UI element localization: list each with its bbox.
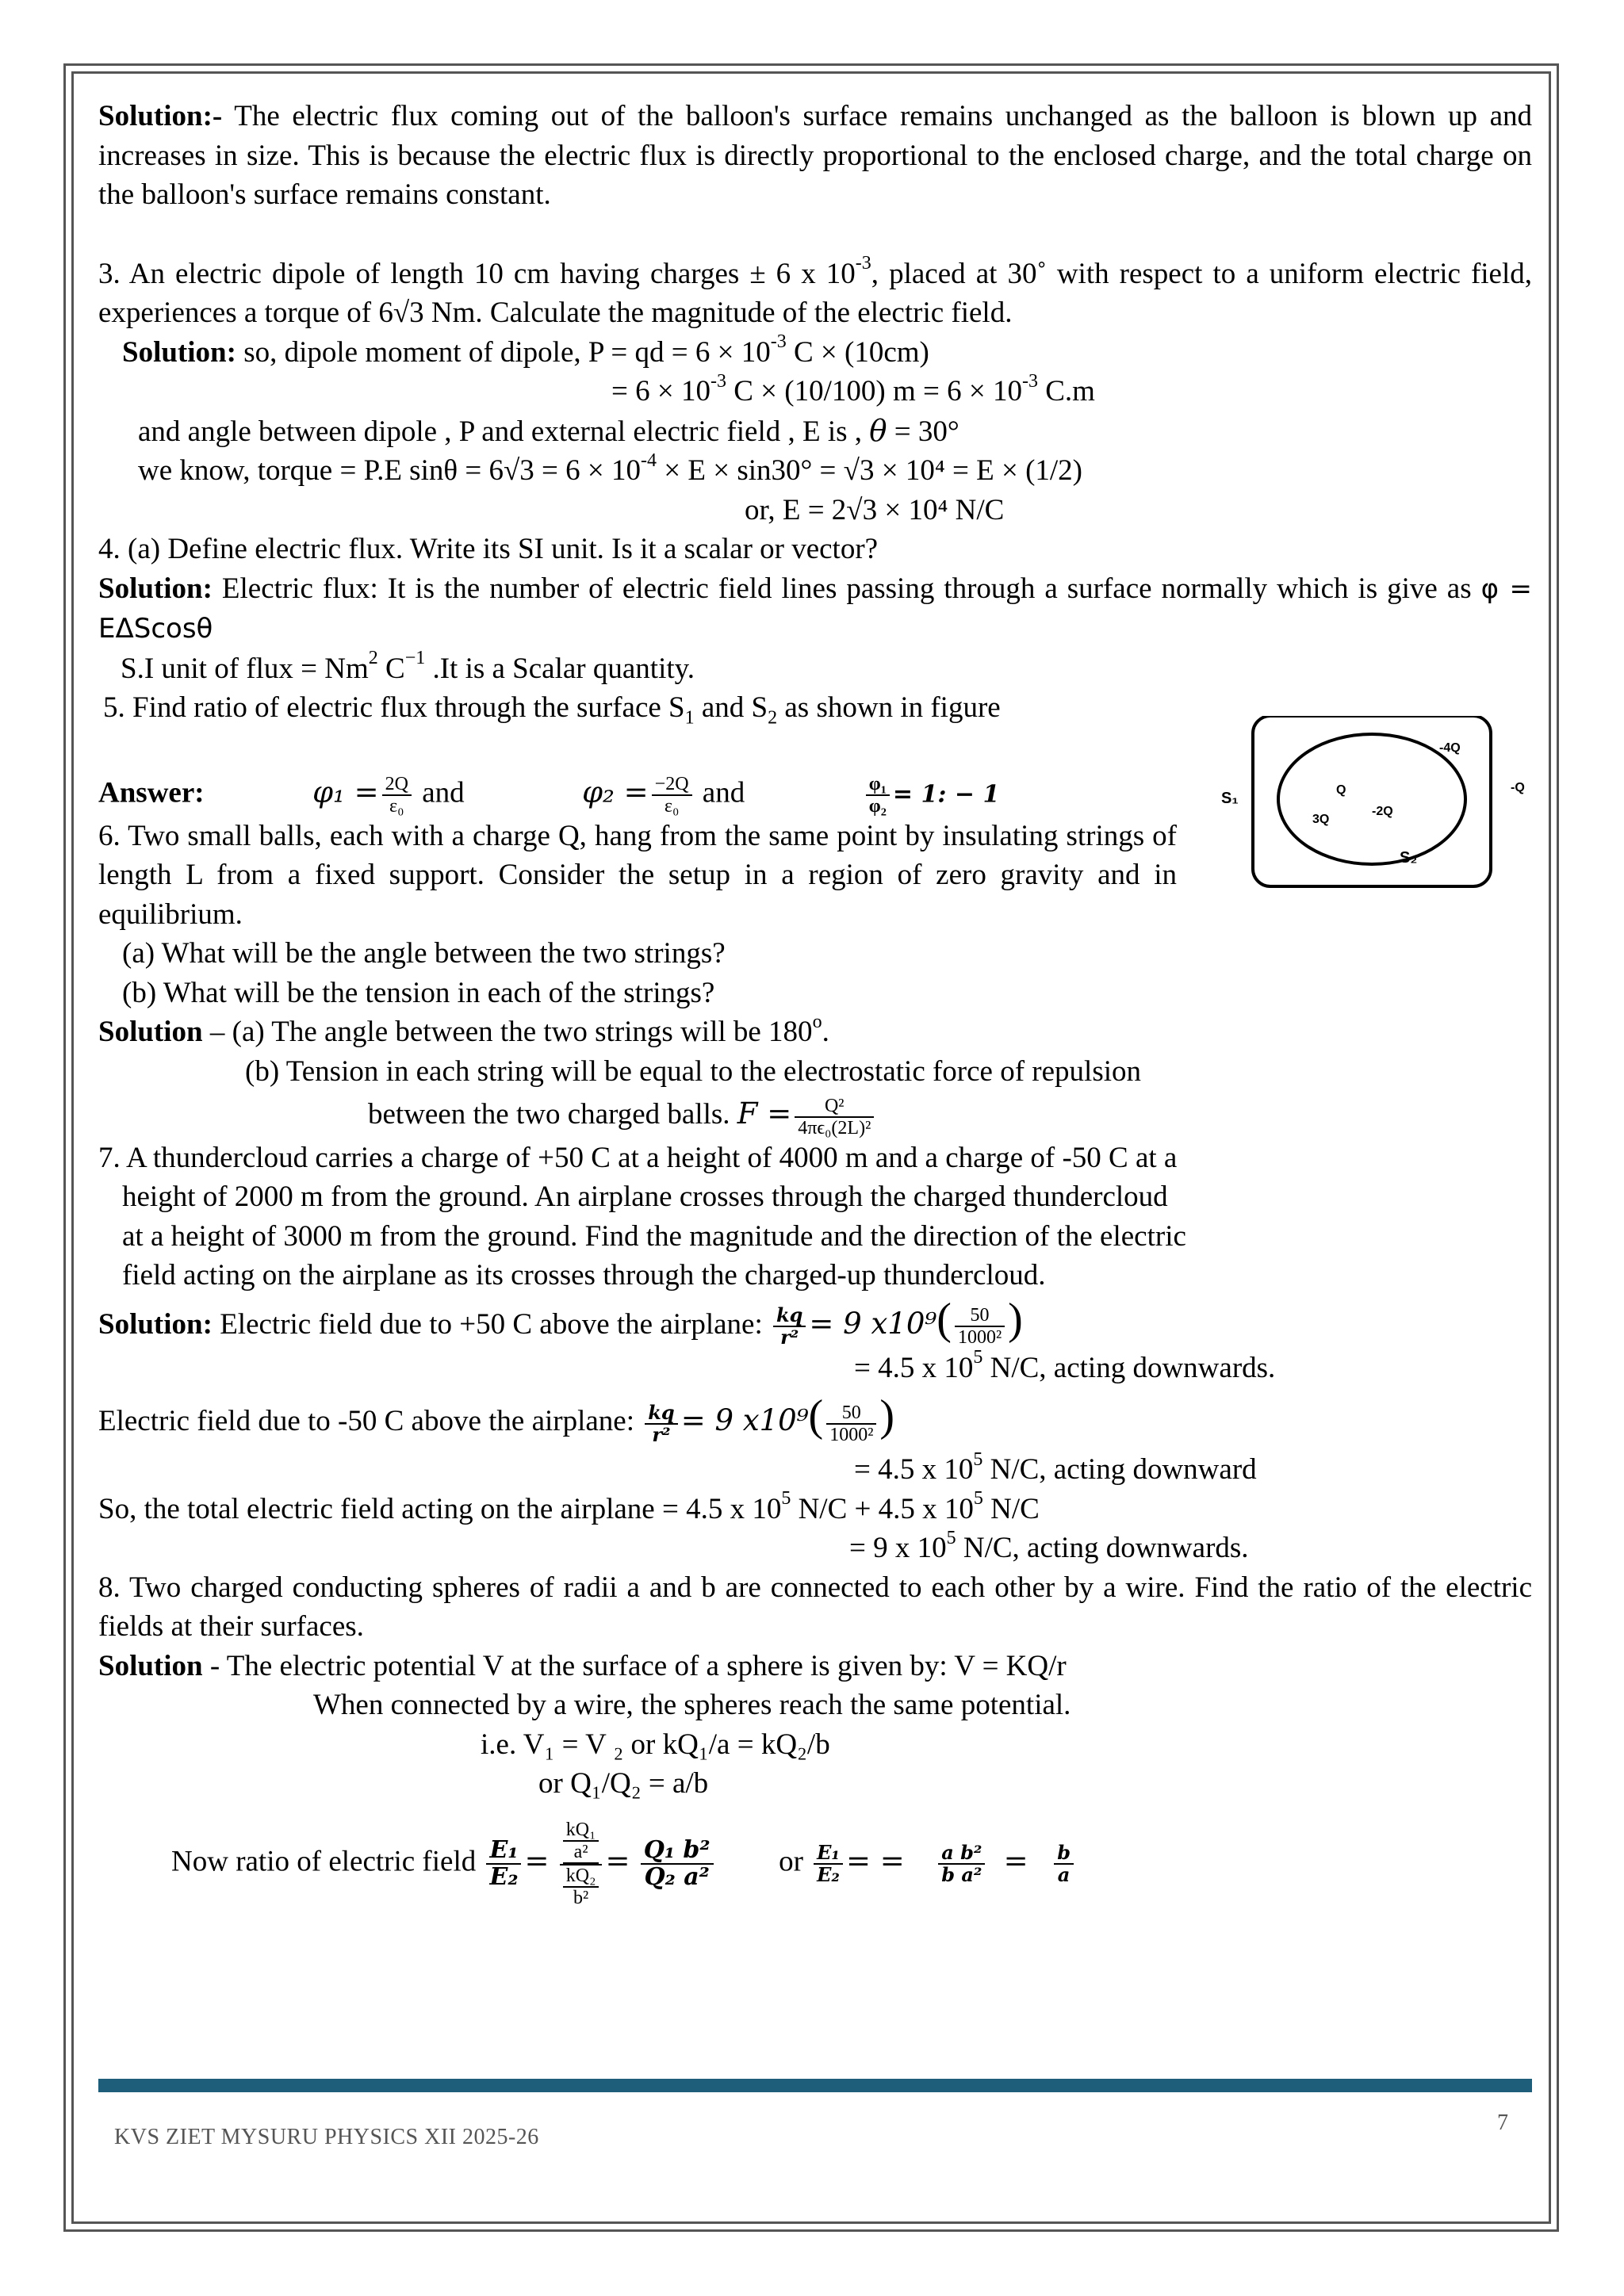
q3-solution-line5: or, E = 2√3 × 10⁴ N/C [745, 493, 1005, 526]
charge-3q: 3Q [1312, 813, 1330, 826]
charge-minus-4q: -4Q [1439, 741, 1461, 755]
q1b2-q2a2-fraction: $\frac{\text{Q₁ b²}}{\text{Q₂ a²}}$ [641, 1838, 714, 1890]
q3-solution-line3: and angle between dipole , P and external electric field , E is , θ = 30° [138, 413, 959, 448]
gauss-surfaces-figure [1205, 716, 1538, 898]
e1-e2-fraction: $\frac{\text{E₁}}{\text{E₂}}$ [486, 1838, 521, 1890]
q4-solution: Solution: Electric flux: It is the number of electric field lines passing through a surface normally which is give as φ = EΔScosθ [98, 572, 1533, 645]
q7-total-2: = 9 x $10^5$ N/C, acting downwards. [849, 1527, 1249, 1565]
q3-solution-line2: = $6 \times 10^{-3}$ C × (10/100) $m = 6 \times 10^{-3}$ C.m [611, 370, 1095, 408]
theta-symbol: θ [869, 413, 887, 448]
q7-result-1: = 4.5 x $10^5$ N/C, acting downwards. [854, 1347, 1276, 1384]
e1-e2-fraction-2: $\frac{\text{E₁}}{\text{E₂}}$ [814, 1843, 843, 1885]
question-4: 4. (a) Define electric flux. Write its SI unit. Is it a scalar or vector? [98, 533, 879, 565]
phi1-fraction: $\frac{2Q}{\text{ε₀}}$ [382, 774, 412, 817]
q3-solution-line1: Solution: so, dipole moment of dipole, P = qd = $6 \times 10^{-3}$ C × (10cm) [122, 331, 929, 369]
page-content [98, 97, 1532, 1908]
question-5: 5. Find ratio of electric flux through the surface $S_1$ and $S_2$ as shown in figure [103, 691, 1001, 729]
q6-solution-a: Solution – (a) The angle between the two strings will be 180$^o$. [98, 1011, 829, 1048]
q3-solution-line4: we know, torque = P.E $\sin\theta = 6√3 = 6 \times 10^{-4} \times E \times \sin 30^\circ = √3 \times 10^4 = E \times (1/2)$ [138, 450, 1083, 487]
footer-text: KVS ZIET MYSURU PHYSICS XII 2025-26 [114, 2125, 539, 2149]
footer-bar [98, 2079, 1532, 2092]
question-7-line4: field acting on the airplane as its crosses through the charged-up thundercloud. [122, 1259, 1046, 1292]
kq-r2-fraction-1: $\frac{kq}{\text{r²}}$ [773, 1305, 806, 1348]
question-6: 6. Two small balls, each with a charge Q, hang from the same point by insulating strings of length L from a fixed support. Consider the setup in a region of zero gravity and in equilibrium. [98, 819, 1177, 931]
balloon-solution: Solution:- The electric flux coming out of the balloon's surface remains unchanged as the balloon is blown up and increases in size. This is because the electric flux is directly proportional to the enclosed charge, and the total charge on the balloon's surface remains constant. [98, 100, 1532, 211]
question-7-line1: 7. A thundercloud carries a charge of +50 C at a height of 4000 m and a charge of -50 C at a [98, 1141, 1178, 1174]
nested-fraction: $\frac{\frac{\text{kQ₁}}{\text{a²}}}{\frac{\text{kQ₂}}{\text{b²}}}$ [560, 1820, 603, 1908]
q8-solution-1: Solution - The electric potential V at the surface of a sphere is given by: V = KQ/r [98, 1649, 1067, 1682]
flux-ratio-fraction: $\frac{\text{φ₁}}{\text{φ₂}}$ [866, 774, 890, 817]
q7-solution-2: Electric field due to -50 C above the airplane: $\frac{kq}{\text{r²}}$ = 9 x10⁹( $\frac{50}{\text{1000²}}$ ) [98, 1391, 895, 1446]
q7-total-1: So, the total electric field acting on the airplane = 4.5 x $10^5$ N/C + 4.5 x $10^5$ N/C [98, 1488, 1040, 1525]
q8-solution-4: or Q₁/Q₂ = a/b [538, 1767, 709, 1800]
q7-result-2: = 4.5 x $10^5$ N/C, acting downward [854, 1448, 1257, 1487]
question-7-line3: at a height of 3000 m from the ground. Find the magnitude and the direction of the electric [122, 1219, 1186, 1253]
label-s2: S₂ [1400, 849, 1418, 867]
q4-unit: S.I unit of flux = $Nm^2$ $C^{-1}$ .It is a Scalar quantity. [121, 648, 695, 685]
q8-field-ratio: Now ratio of electric field $\frac{\text{E₁}}{\text{E₂}}$ = $\frac{\frac{\text{kQ₁}}{\text{a²}}}{\frac{\text{kQ₂}}{\text{b²}}}$ = $\frac{\text{Q₁ b²}}{\text{Q₂ a²}}$ or $\frac{\text{E₁}}{\text{E₂}}$ = = $\frac{\text{a b²}}{\text{b a²}}$ = $\frac{b}{a}$ [98, 1820, 1532, 1908]
page-number: 7 [1497, 2110, 1508, 2135]
force-fraction: $\frac{\text{Q²}}{\text{4πϵ₀(2L)²}}$ [795, 1096, 874, 1138]
question-7-line2: height of 2000 m from the ground. An airplane crosses through the charged thundercloud [122, 1181, 1168, 1214]
q8-solution-3: i.e. V₁ = V ₂ or kQ₁/a = kQ₂/b [481, 1728, 830, 1761]
surface-s2-ellipse [1278, 734, 1465, 864]
q6-part-a: (a) What will be the angle between the two strings? [122, 937, 726, 970]
ab2-ba2-fraction: $\frac{\text{a b²}}{\text{b a²}}$ [938, 1843, 985, 1885]
question-3: 3. An electric dipole of length 10 cm having charges ± 6 x $10^{-3}$, placed at 30˚ with respect to a uniform electric field, experiences a torque of 6√3 Nm. Calculate the magnitude of the electric field. [98, 253, 1533, 329]
question-8: 8. Two charged conducting spheres of radii a and b are connected to each other by a wire. Find the ratio of the electric fields at their surfaces. [98, 1571, 1532, 1644]
q6-force-formula: between the two charged balls. F = $\frac{\text{Q²}}{\text{4πϵ₀(2L)²}}$ [98, 1091, 1532, 1138]
charge-q: Q [1336, 783, 1346, 797]
flux-formula: φ = EΔScosθ [98, 572, 1533, 645]
b-a-fraction: $\frac{b}{a}$ [1054, 1843, 1074, 1885]
charge-minus-q: -Q [1511, 781, 1525, 794]
q6-solution-b: (b) Tension in each string will be equal to the electrostatic force of repulsion [245, 1054, 1141, 1088]
label-s1: S₁ [1221, 790, 1239, 807]
q7-solution-1: Solution: Electric field due to +50 C above the airplane: $\frac{kq}{\text{r²}}$ = 9 x10⁹( $\frac{50}{\text{1000²}}$ ) [98, 1294, 1023, 1349]
q6-part-b: (b) What will be the tension in each of the strings? [122, 976, 715, 1009]
phi2-fraction: $\frac{-2Q}{\text{ε₀}}$ [652, 774, 692, 817]
q5-answer: Answer: φ₁ = $\frac{2Q}{\text{ε₀}}$ and φ₂ = $\frac{-2Q}{\text{ε₀}}$ and $\frac{\text{φ₁}}{\text{φ₂}}$ = 1: − 1 [98, 773, 1000, 817]
q8-solution-2: When connected by a wire, the spheres reach the same potential. [313, 1689, 1071, 1722]
kq-r2-fraction-2: $\frac{kq}{\text{r²}}$ [645, 1402, 677, 1445]
charge-minus-2q: -2Q [1372, 805, 1393, 818]
